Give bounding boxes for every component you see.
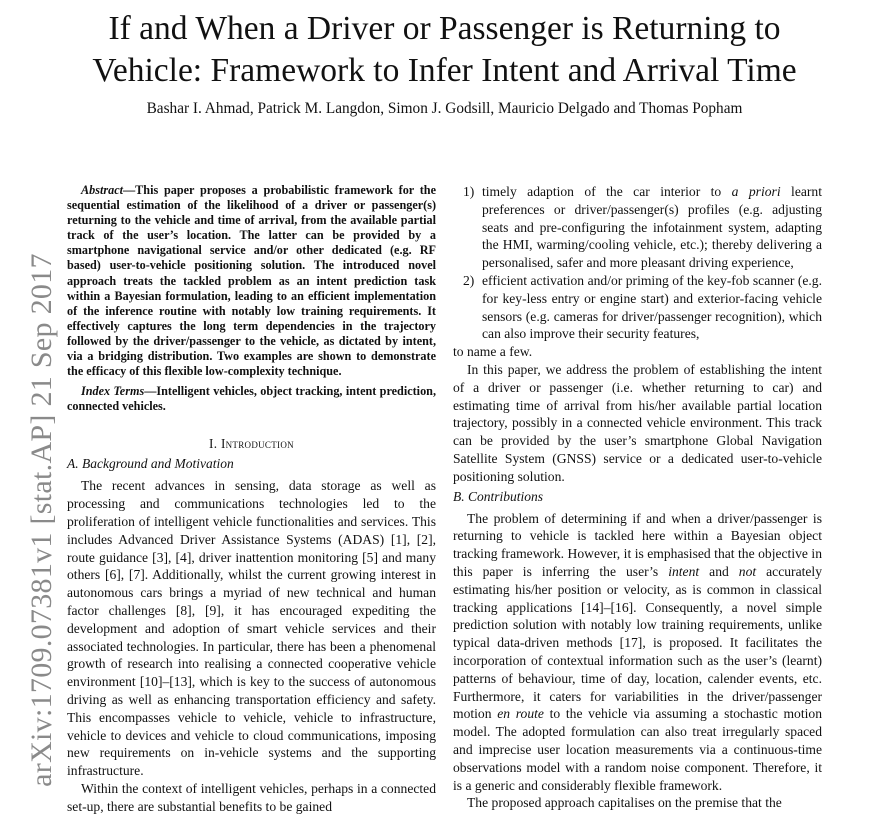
arxiv-identifier [22, 240, 62, 800]
section-title: Introduction [220, 436, 294, 452]
index-terms-text: —Intelligent vehicles, object tracking, intent prediction, connected vehicles. [67, 384, 436, 414]
right-column [453, 183, 822, 812]
contrib-text-d: to the vehicle via assuming a stochastic motion model. The adopted formulation can also treat irregularly spaced and imprecise user location measurements via a continuous-time observations model with a random noise component. Therefore, it is a generic and considerably flexible framework. [453, 706, 822, 793]
list-continuation: to name a few. [453, 344, 533, 360]
title-line-1: If and When a Driver or Passenger is Returning to [108, 10, 781, 47]
index-terms [67, 384, 436, 414]
list-item-number: 1) [463, 184, 475, 199]
index-terms-label: Index Terms [81, 384, 145, 399]
section-heading-introduction [67, 436, 436, 452]
list-item [453, 183, 822, 272]
list-item-number: 2) [463, 272, 475, 288]
benefits-list [453, 183, 822, 343]
abstract-text: —This paper proposes a probabilistic framework for the sequential estimation of the likelihood of a driver or passenger(s) returning to the vehicle and time of arrival, from the available partial track of the user’s location. The latter can be provided by a smartphone navigational service and/or other dedicated (e.g. RF based) user-to-vehicle positioning solution. The introduced novel approach treats the tackled problem as an intent prediction task within a Bayesian formulation, leading to an efficient implementation of the inference routine with notably low training requirements. It effectively captures the long term dependencies in the trajectory followed by the driver/passenger to the vehicle, as dictated by intent, via a bridging distribution. Two examples are shown to demonstrate the efficacy of this flexible low-complexity technique. [67, 183, 436, 379]
contrib-emphasis-en-route: en route [497, 706, 544, 722]
list-item [453, 272, 822, 343]
list-item-text-cont: learnt preferences or driver/passenger(s) profiles (e.g. adjusting seats and pre-configuring the infotainment system, adapting the HMI, warming/cooling vehicle, etc.); thereby delivering a personalised, safer and more pleasant driving experience, [482, 184, 822, 271]
abstract [67, 183, 436, 379]
contrib-emphasis-intent: intent [668, 563, 700, 579]
paper-title [40, 8, 849, 92]
arxiv-identifier-text: arXiv:1709.07381v1 [stat.AP] 21 Sep 2017 [25, 253, 59, 787]
intro-paragraph-1: The recent advances in sensing, data storage as well as processing and communications technologies led to the proliferation of intelligent vehicle functionalities and services. This includes Advanced Driver Assistance Systems (ADAS) [1], [2], route guidance [3], [4], driver inattention monitoring [5] and many others [6], [7]. Additionally, whilst the current growing interest in autonomous cars brings a myriad of new technical and human factor challenges [8], [9], it has encouraged expediting the development and adoption of smart vehicle services and their associated technologies. In particular, there has been a phenomenal growth of research into realising a connected cooperative vehicle environment [10]–[13], which is key to the success of autonomous driving as well as enhancing transportation efficiency and safety. This encompasses vehicle to vehicle, vehicle to infrastructure, vehicle to devices and vehicle to cloud communications, imposing new requirements on in-vehicle systems and the supporting infrastructure. [67, 478, 436, 779]
right-paragraph-1: In this paper, we address the problem of establishing the intent of a driver or passenger (i.e. whether returning to car) and estimating time of arrival from his/her available partial location trajectory, possibly in a connected vehicle environment. This track can be provided by the user’s smartphone Global Navigation Satellite System (GNSS) service or a dedicated user-to-vehicle positioning solution. [453, 361, 822, 484]
contrib-text-b: and [699, 563, 739, 579]
abstract-label: Abstract [81, 183, 123, 197]
title-line-2: Vehicle: Framework to Infer Intent and Arrival Time [92, 52, 797, 89]
list-item-text: efficient activation and/or priming of the key-fob scanner (e.g. for key-less entry or engine start) and exterior-facing vehicle sensors (e.g. cameras for driver/passenger recognition), which can also improve their security features, [482, 272, 822, 342]
subsection-heading-contributions: B. Contributions [453, 488, 544, 504]
contrib-text-c: accurately estimating his/her position or velocity, as is common in classical tracking applications [14]–[16]. Consequently, a novel simple prediction solution with notably low training requirements, unlike typical data-driven methods [17], is proposed. It facilitates the incorporation of contextual information such as the user’s (learnt) patterns of behaviour, time of day, location, calender events, etc. Furthermore, it caters for variabilities in the driver/passenger motion [453, 563, 822, 722]
contrib-text-a: The problem of determining if and when a driver/passenger is returning to vehicle is tackled here within a Bayesian object tracking framework. However, it is emphasised that the objective in this paper is inferring the user’s [453, 510, 822, 579]
section-number: I. [209, 436, 221, 452]
contrib-emphasis-not: not [738, 563, 757, 579]
contributions-paragraph [453, 510, 822, 795]
subsection-heading-background: A. Background and Motivation [67, 456, 234, 472]
left-column [67, 183, 436, 816]
right-paragraph-3: The proposed approach capitalises on the premise that the [467, 795, 782, 811]
authors: Bashar I. Ahmad, Patrick M. Langdon, Simon J. Godsill, Mauricio Delgado and Thomas Popham [146, 100, 743, 117]
intro-paragraph-2: Within the context of intelligent vehicles, perhaps in a connected set-up, there are substantial benefits to be gained [67, 780, 436, 814]
list-item-text: timely adaption of the car interior to [482, 184, 732, 199]
list-item-emphasis: a priori [731, 184, 781, 199]
